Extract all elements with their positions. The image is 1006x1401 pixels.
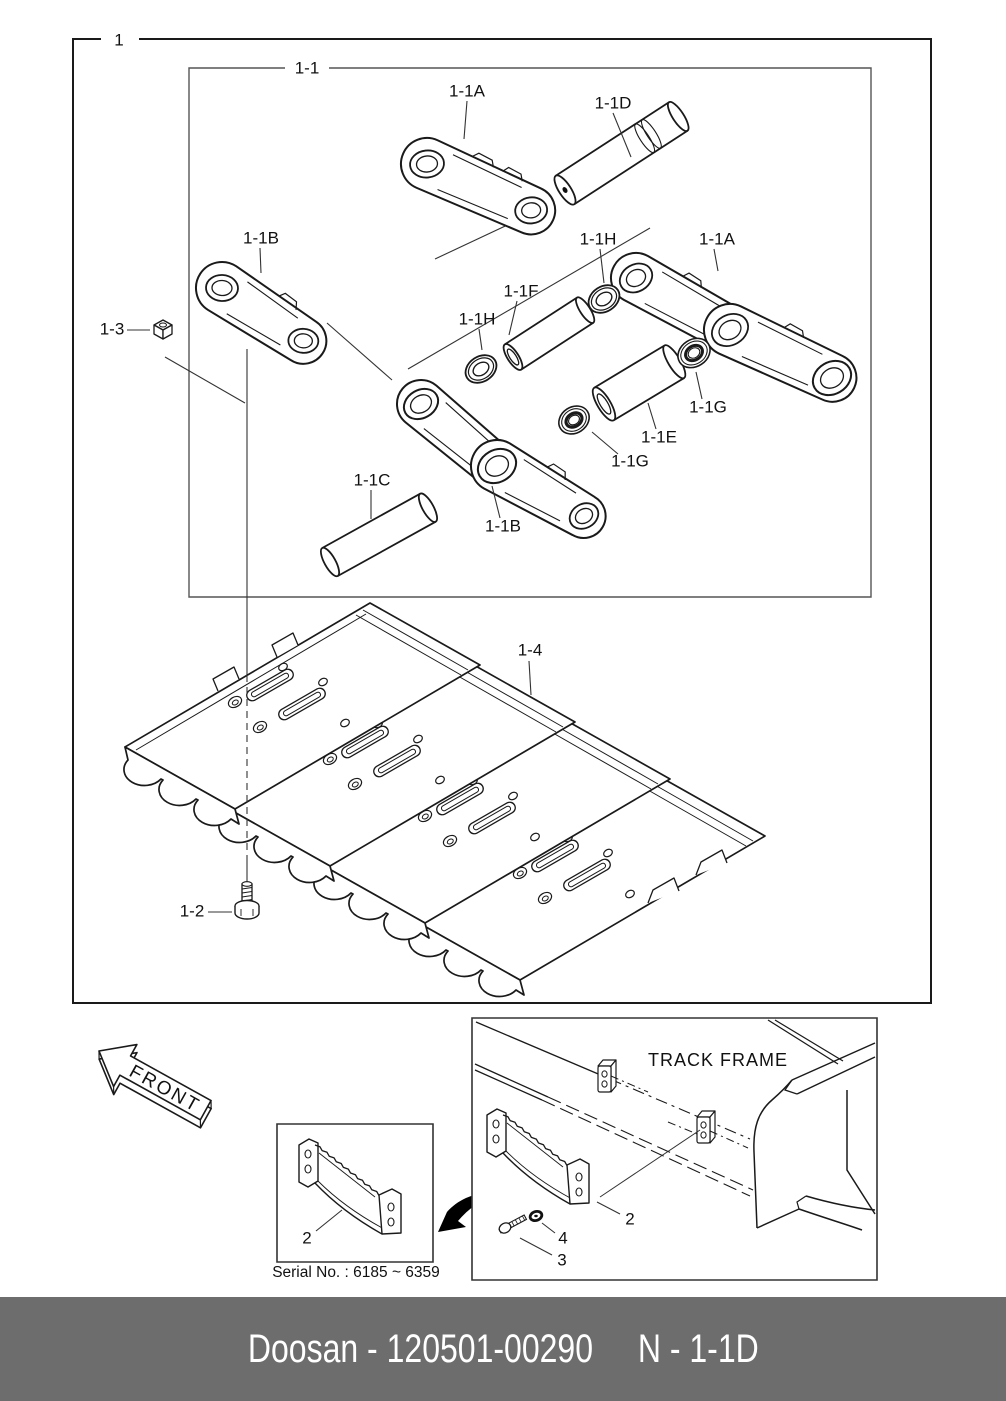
callout-bolt: 1-2 bbox=[179, 901, 205, 921]
track-frame-title: TRACK FRAME bbox=[647, 1049, 789, 1070]
track-link-1-1b-left bbox=[186, 249, 339, 375]
track-pin-1-1d bbox=[551, 99, 692, 207]
front-label: FRONT bbox=[125, 1061, 204, 1118]
callout-seal-top: 1-1H bbox=[579, 229, 617, 249]
callout-guard-inset: 2 bbox=[302, 1228, 312, 1248]
footer-bar bbox=[0, 1297, 1006, 1401]
callout-seal-mid: 1-1H bbox=[458, 309, 496, 329]
footer-page-ref: N - 1-1D bbox=[637, 1326, 759, 1371]
callout-pin-d: 1-1D bbox=[594, 93, 632, 113]
track-link-1-1a-top bbox=[393, 125, 566, 244]
pin-1-1c bbox=[317, 491, 440, 579]
callout-link-right: 1-1A bbox=[699, 229, 735, 249]
ring-1-1g-lower bbox=[554, 400, 595, 439]
callout-link-center: 1-1B bbox=[485, 516, 521, 536]
callout-shoes: 1-4 bbox=[517, 640, 543, 660]
nut-1-3 bbox=[154, 320, 172, 339]
frame-mount-plate-1 bbox=[598, 1060, 616, 1092]
callout-ring-upper: 1-1G bbox=[689, 397, 727, 417]
callout-assembly: 1 bbox=[114, 30, 124, 50]
callout-link-left: 1-1B bbox=[243, 228, 279, 248]
callout-pin-e: 1-1E bbox=[641, 427, 677, 447]
callout-guard-bolt: 3 bbox=[557, 1250, 567, 1270]
bolt-1-2 bbox=[235, 882, 259, 919]
callout-guard-installed: 2 bbox=[625, 1209, 635, 1229]
callout-link-group: 1-1 bbox=[294, 58, 320, 78]
callout-ring-lower: 1-1G bbox=[611, 451, 649, 471]
footer-part-number: Doosan - 120501-00290 bbox=[247, 1326, 593, 1371]
seal-1-1h-mid bbox=[460, 350, 501, 389]
callout-nut: 1-3 bbox=[99, 319, 125, 339]
frame-mount-plate-2 bbox=[697, 1111, 715, 1143]
serial-detail-inset bbox=[277, 1124, 433, 1262]
callout-link-top: 1-1A bbox=[449, 81, 485, 101]
track-shoes-1-4 bbox=[124, 603, 765, 996]
callout-bushing-f: 1-1F bbox=[503, 281, 539, 301]
serial-note: Serial No. : 6185 ~ 6359 bbox=[272, 1264, 440, 1282]
front-direction-arrow bbox=[84, 1030, 221, 1139]
callout-pin-c: 1-1C bbox=[353, 470, 391, 490]
callout-washer: 4 bbox=[558, 1228, 568, 1248]
pin-1-1e bbox=[589, 342, 690, 423]
